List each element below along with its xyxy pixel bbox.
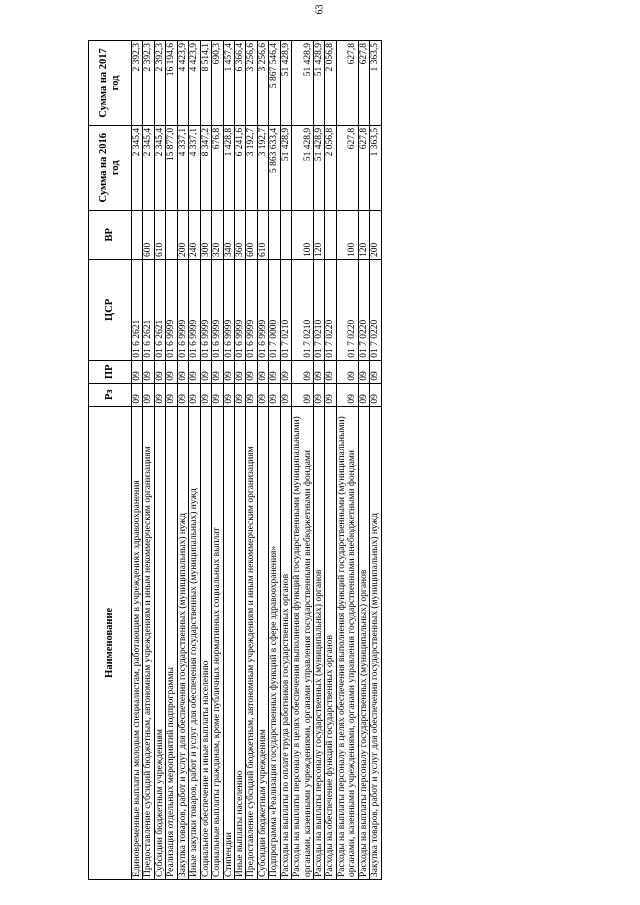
cell-sum-2016: 3 192,7 [246,125,257,210]
table-row [358,41,369,880]
cell-sum-2017: 4 423,9 [177,41,188,126]
table-row [166,41,177,880]
table-row [269,41,280,880]
cell-vr: 120 [358,210,369,259]
table-row [223,41,234,880]
cell-name: Реализация отдельных мероприятий подпрограммы [166,406,177,879]
cell-csr: 01 6 9999 [223,259,234,360]
cell-vr: 600 [143,210,154,259]
rotated-table-container [88,40,538,880]
table-row [154,41,165,880]
header-rz: Рз [89,383,132,406]
cell-vr: 340 [223,210,234,259]
cell-pr: 09 [223,360,234,383]
cell-vr: 600 [246,210,257,259]
cell-rz: 09 [212,383,223,406]
cell-sum-2016: 2 056,8 [325,125,336,210]
table-row [280,41,291,880]
cell-name: Расходы на выплаты персоналу государственных (муниципальных) органов [358,406,369,879]
cell-rz: 09 [132,383,143,406]
cell-vr: 240 [189,210,200,259]
cell-pr: 09 [177,360,188,383]
cell-name: Предоставление субсидий бюджетным, автономным учреждениям и иным некоммерческим организациям [246,406,257,879]
table-row [292,41,314,880]
cell-csr: 01 6 9999 [246,259,257,360]
cell-name: Подпрограмма «Реализация государственных функций в сфере здравоохранения» [269,406,280,879]
cell-sum-2017: 4 423,9 [189,41,200,126]
cell-pr: 09 [132,360,143,383]
cell-csr: 01 7 0220 [370,259,381,360]
cell-csr: 01 7 0220 [325,259,336,360]
cell-rz: 09 [336,383,358,406]
cell-sum-2016: 5 863 633,4 [269,125,280,210]
cell-name: Закупка товаров, работ и услуг для обеспечения государственных (муниципальных) нужд [370,406,381,879]
cell-sum-2017: 16 194,6 [166,41,177,126]
table-row [314,41,325,880]
cell-sum-2017: 8 514,1 [200,41,211,126]
cell-rz: 09 [325,383,336,406]
cell-pr: 09 [336,360,358,383]
cell-sum-2017: 1 363,5 [370,41,381,126]
cell-csr: 01 6 9999 [257,259,268,360]
cell-pr: 09 [325,360,336,383]
cell-pr: 09 [189,360,200,383]
cell-csr: 01 6 9999 [212,259,223,360]
cell-rz: 09 [370,383,381,406]
cell-rz: 09 [246,383,257,406]
cell-sum-2016: 2 345,4 [143,125,154,210]
cell-csr: 01 7 0210 [280,259,291,360]
cell-pr: 09 [212,360,223,383]
cell-name: Иные закупки товаров, работ и услуг для обеспечения государственных (муниципальных) нужд [189,406,200,879]
cell-sum-2017: 2 392,3 [154,41,165,126]
cell-csr: 01 6 9999 [189,259,200,360]
cell-csr: 01 7 0000 [269,259,280,360]
table-row [370,41,381,880]
cell-vr: 120 [314,210,325,259]
table-row [257,41,268,880]
cell-name: Субсидии бюджетным учреждениям [257,406,268,879]
cell-rz: 09 [292,383,314,406]
header-sum-2016: Сумма на 2016 год [89,125,132,210]
cell-pr: 09 [154,360,165,383]
table-row [336,41,358,880]
cell-pr: 09 [257,360,268,383]
cell-sum-2016: 15 877,0 [166,125,177,210]
cell-sum-2016: 51 428,9 [280,125,291,210]
cell-csr: 01 6 9999 [234,259,245,360]
cell-sum-2017: 2 056,8 [325,41,336,126]
cell-sum-2016: 3 192,7 [257,125,268,210]
cell-sum-2016: 6 241,6 [234,125,245,210]
cell-sum-2016: 51 428,9 [314,125,325,210]
cell-sum-2016: 1 363,5 [370,125,381,210]
cell-csr: 01 6 2621 [143,259,154,360]
cell-rz: 09 [269,383,280,406]
cell-csr: 01 6 2621 [154,259,165,360]
cell-name: Иные выплаты населению [234,406,245,879]
cell-vr: 300 [200,210,211,259]
cell-pr: 09 [280,360,291,383]
cell-vr: 610 [257,210,268,259]
cell-csr: 01 7 0220 [358,259,369,360]
cell-name: Социальное обеспечение и иные выплаты населению [200,406,211,879]
cell-rz: 09 [234,383,245,406]
cell-rz: 09 [143,383,154,406]
cell-sum-2017: 2 392,3 [132,41,143,126]
budget-table [88,40,382,880]
cell-vr: 360 [234,210,245,259]
header-name: Наименование [89,406,132,879]
cell-vr [269,210,280,259]
cell-rz: 09 [358,383,369,406]
cell-pr: 09 [166,360,177,383]
table-row [143,41,154,880]
table-row [132,41,143,880]
cell-rz: 09 [177,383,188,406]
cell-sum-2017: 2 392,3 [143,41,154,126]
cell-pr: 09 [370,360,381,383]
cell-sum-2016: 676,8 [212,125,223,210]
cell-vr: 100 [336,210,358,259]
cell-sum-2016: 4 337,1 [189,125,200,210]
header-sum-2017: Сумма на 2017 год [89,41,132,126]
cell-vr [280,210,291,259]
table-row [200,41,211,880]
cell-csr: 01 7 0210 [292,259,314,360]
cell-pr: 09 [143,360,154,383]
cell-sum-2016: 1 428,8 [223,125,234,210]
cell-sum-2016: 2 345,4 [132,125,143,210]
cell-sum-2016: 627,8 [358,125,369,210]
cell-csr: 01 6 9999 [166,259,177,360]
cell-name: Субсидии бюджетным учреждениям [154,406,165,879]
cell-csr: 01 7 0220 [336,259,358,360]
header-vr: ВР [89,210,132,259]
cell-sum-2017: 627,8 [358,41,369,126]
cell-name: Закупка товаров, работ и услуг для обеспечения государственных (муниципальных) нужд [177,406,188,879]
cell-name: Расходы на выплаты персоналу в целях обеспечения выполнения функций государственными (муниципальными) органами, казенными учреждениями, органами управления государственными внебюджетными фондами [292,406,314,879]
cell-name: Расходы на выплаты по оплате труда работников государственных органов [280,406,291,879]
cell-vr: 100 [292,210,314,259]
cell-sum-2017: 3 256,6 [257,41,268,126]
cell-pr: 09 [358,360,369,383]
cell-csr: 01 6 9999 [177,259,188,360]
cell-pr: 09 [246,360,257,383]
cell-pr: 09 [292,360,314,383]
cell-vr [166,210,177,259]
cell-name: Предоставление субсидий бюджетным, автономным учреждениям и иным некоммерческим организациям [143,406,154,879]
cell-vr: 320 [212,210,223,259]
cell-sum-2017: 51 428,9 [292,41,314,126]
page-number: 63 [314,4,326,15]
cell-name: Расходы на обеспечение функций государственных органов [325,406,336,879]
cell-sum-2017: 3 256,6 [246,41,257,126]
cell-csr: 01 6 2621 [132,259,143,360]
cell-rz: 09 [280,383,291,406]
cell-sum-2016: 51 428,9 [292,125,314,210]
table-row [325,41,336,880]
cell-sum-2017: 51 428,9 [280,41,291,126]
cell-vr: 610 [154,210,165,259]
cell-rz: 09 [223,383,234,406]
cell-sum-2017: 51 428,9 [314,41,325,126]
cell-vr [325,210,336,259]
cell-pr: 09 [200,360,211,383]
cell-rz: 09 [314,383,325,406]
cell-sum-2017: 5 867 546,4 [269,41,280,126]
cell-sum-2017: 1 457,4 [223,41,234,126]
cell-sum-2017: 690,3 [212,41,223,126]
cell-sum-2016: 8 347,2 [200,125,211,210]
cell-vr: 200 [370,210,381,259]
cell-name: Расходы на выплаты персоналу в целях обеспечения выполнения функций государственными (муниципальными) органами, казенными учреждениями, органами управления государственными внебюджетными фондами [336,406,358,879]
cell-name: Единовременные выплаты молодым специалистам, работающим в учреждениях здравоохранения [132,406,143,879]
cell-csr: 01 7 0210 [314,259,325,360]
table-row [234,41,245,880]
header-pr: ПР [89,360,132,383]
table-row [189,41,200,880]
cell-rz: 09 [257,383,268,406]
table-row [177,41,188,880]
cell-vr [132,210,143,259]
cell-pr: 09 [314,360,325,383]
cell-sum-2017: 6 366,4 [234,41,245,126]
cell-rz: 09 [166,383,177,406]
table-row [246,41,257,880]
cell-rz: 09 [154,383,165,406]
cell-sum-2016: 4 337,1 [177,125,188,210]
cell-csr: 01 6 9999 [200,259,211,360]
cell-rz: 09 [200,383,211,406]
cell-name: Стипендии [223,406,234,879]
table-row [212,41,223,880]
cell-name: Расходы на выплаты персоналу государственных (муниципальных) органов [314,406,325,879]
cell-pr: 09 [269,360,280,383]
cell-vr: 200 [177,210,188,259]
header-csr: ЦСР [89,259,132,360]
cell-rz: 09 [189,383,200,406]
cell-sum-2017: 627,8 [336,41,358,126]
cell-sum-2016: 627,8 [336,125,358,210]
cell-pr: 09 [234,360,245,383]
table-header-row [89,41,132,880]
cell-sum-2016: 2 345,4 [154,125,165,210]
cell-name: Социальные выплаты гражданам, кроме публичных нормативных социальных выплат [212,406,223,879]
